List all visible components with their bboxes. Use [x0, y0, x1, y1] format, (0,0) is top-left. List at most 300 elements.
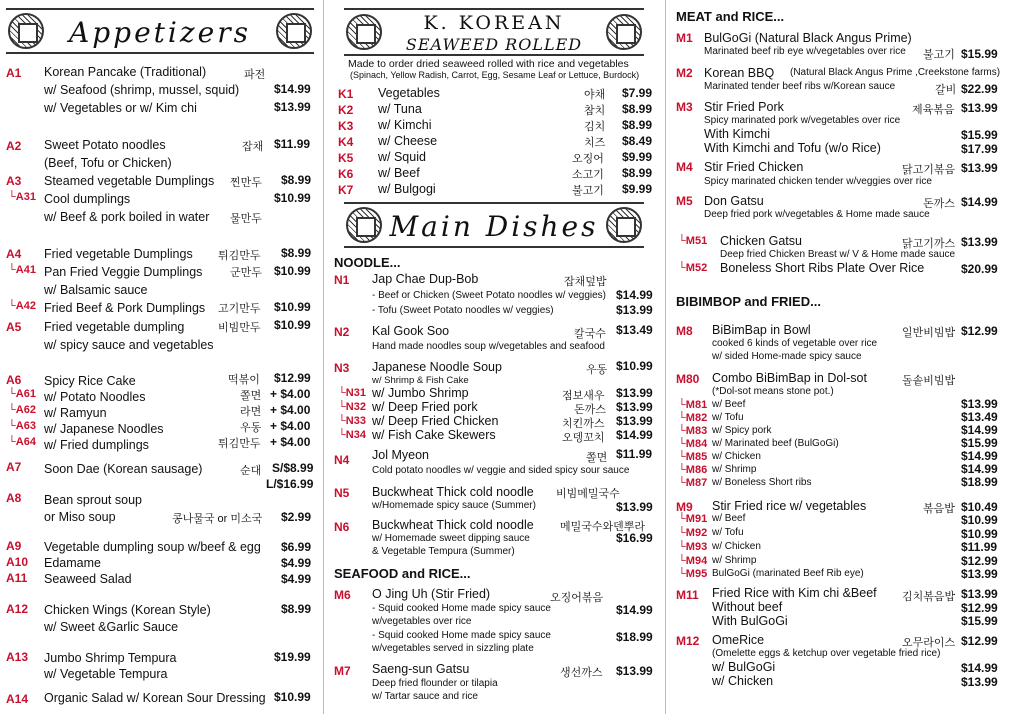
menu-line: $10.99	[961, 527, 998, 541]
menu-line: Without beef	[712, 600, 783, 614]
menu-line: Edamame	[44, 556, 101, 570]
menu-line: w/ Japanese Noodles	[44, 422, 164, 436]
menu-line: w/ Marinated beef (BulGoGi)	[712, 438, 839, 449]
menu-line: 비빔만두	[218, 322, 261, 334]
menu-line: $14.99	[961, 661, 998, 675]
menu-line: $10.99	[961, 513, 998, 527]
menu-line: └M87	[678, 477, 708, 489]
menu-line: $18.99	[961, 475, 998, 489]
menu-line: O Jing Uh (Stir Fried)	[372, 587, 491, 601]
menu-line: 쫄면	[586, 452, 608, 464]
menu-line: S/$8.99	[272, 461, 314, 475]
menu-line: or Miso soup	[44, 510, 116, 524]
menu-line: w/ Cheese	[378, 134, 438, 148]
menu-line: └M81	[678, 399, 708, 411]
menu-line: $10.99	[616, 359, 653, 373]
menu-line: Buckwheat Thick cold noodle	[372, 485, 534, 499]
menu-line: Bean sprout soup	[44, 493, 142, 507]
menu-line: Jumbo Shrimp Tempura	[44, 651, 177, 665]
menu-line: w/ Beef & pork boiled in water	[44, 210, 210, 224]
menu-line: 쫄면	[240, 390, 262, 402]
menu-line: 잡채덮밥	[564, 276, 607, 288]
menu-line: Sweet Potato noodles	[44, 138, 166, 152]
meat-and-rice-column	[665, 0, 1009, 714]
menu-line: Organic Salad w/ Korean Sour Dressing	[44, 691, 266, 705]
menu-line: M9	[676, 500, 693, 514]
menu-line: $10.49	[961, 500, 998, 514]
menu-line: $8.49	[622, 134, 653, 148]
menu-line: $8.99	[281, 602, 312, 616]
menu-line: K5	[338, 151, 354, 165]
menu-line: Combo BiBimBap in Dol-sot	[712, 371, 867, 385]
menu-line: └N32	[338, 401, 366, 413]
menu-line: └M92	[678, 527, 708, 539]
menu-line: └M84	[678, 438, 708, 450]
menu-line: $14.99	[961, 423, 998, 437]
menu-line: 콩나물국 or 미소국	[172, 513, 263, 525]
menu-line: 오뎅꼬치	[562, 432, 605, 444]
menu-line: M12	[676, 634, 700, 648]
menu-line: w/ Tofu	[712, 527, 744, 538]
menu-line: └A31	[8, 191, 36, 203]
menu-line: Boneless Short Ribs Plate Over Rice	[720, 261, 925, 275]
menu-line: A2	[6, 139, 22, 153]
menu-line: 오무라이스	[902, 637, 956, 649]
menu-line: 야채	[584, 89, 606, 101]
menu-line: w/ Jumbo Shrimp	[372, 386, 469, 400]
menu-line: $13.99	[616, 500, 653, 514]
menu-line: 메밀국수와덴뿌라	[560, 521, 646, 533]
menu-line: Vegetable dumpling soup w/beef & egg	[44, 540, 261, 554]
menu-line: w/ Vegetables or w/ Kim chi	[44, 101, 197, 115]
menu-line: 점보새우	[562, 390, 605, 402]
menu-line: M11	[676, 588, 699, 602]
menu-line: MEAT and RICE...	[676, 9, 785, 24]
menu-line: Steamed vegetable Dumplings	[44, 174, 215, 188]
menu-line: Vegetables	[378, 86, 440, 100]
menu-line: 라면	[240, 406, 262, 418]
menu-line: A14	[6, 692, 29, 706]
menu-line: K3	[338, 119, 354, 133]
menu-line: $7.99	[622, 86, 653, 100]
menu-line: $10.99	[274, 318, 311, 332]
menu-line: - Beef or Chicken (Sweet Potato noodles w/ veggies)	[372, 290, 607, 301]
main-dishes-banner	[344, 202, 644, 248]
menu-line: Stir Fried rice w/ vegetables	[712, 499, 867, 513]
menu-line: $13.99	[961, 587, 998, 601]
menu-line: BiBimBap in Bowl	[712, 323, 811, 337]
menu-line: 물만두	[230, 213, 262, 225]
menu-line: A9	[6, 539, 22, 553]
menu-line: 제육볶음	[912, 104, 955, 116]
menu-line: Cool dumplings	[44, 192, 131, 206]
menu-line: A4	[6, 247, 22, 261]
menu-line: 찐만두	[230, 177, 262, 189]
menu-line: └M51	[678, 235, 708, 247]
menu-line: $8.99	[622, 102, 653, 116]
menu-line: L/$16.99	[266, 477, 314, 491]
menu-line: w/ Beef	[378, 166, 420, 180]
menu-line: 오징어볶음	[550, 592, 604, 604]
menu-line: w/ Kimchi	[378, 118, 432, 132]
menu-line: w/ Chicken	[712, 451, 761, 462]
menu-line: $18.99	[616, 630, 653, 644]
menu-line: 잡채	[242, 141, 264, 153]
menu-line: └A62	[8, 404, 36, 416]
menu-line: Don Gatsu	[704, 194, 764, 208]
menu-line: M80	[676, 372, 700, 386]
appetizers-title: Appetizers	[69, 16, 251, 49]
menu-line: └M82	[678, 412, 708, 424]
menu-line: Deep fried flounder or tilapia	[372, 678, 498, 689]
menu-line: $12.99	[961, 324, 998, 338]
menu-line: w/ BulGoGi	[712, 660, 776, 674]
menu-line: Stir Fried Pork	[704, 100, 784, 114]
menu-line: & Vegetable Tempura (Summer)	[372, 546, 515, 557]
appetizers-column	[0, 0, 323, 714]
menu-line: $13.99	[961, 567, 998, 581]
menu-line: Fried vegetable dumpling	[44, 320, 185, 334]
menu-line: - Tofu (Sweet Potato noodles w/ veggies)	[372, 305, 554, 316]
menu-line: $15.99	[961, 614, 998, 628]
menu-line: Fried vegetable Dumplings	[44, 247, 193, 261]
menu-line: $17.99	[961, 142, 998, 156]
menu-line: K7	[338, 183, 354, 197]
menu-line: M6	[334, 588, 351, 602]
ornament-icon	[606, 207, 642, 243]
menu-line: With Kimchi and Tofu (w/o Rice)	[704, 141, 881, 155]
menu-line: w/ Beef	[712, 399, 746, 410]
menu-line: $13.99	[616, 414, 653, 428]
menu-line: Spicy Rice Cake	[44, 374, 136, 388]
menu-line: A8	[6, 491, 22, 505]
menu-line: With BulGoGi	[712, 614, 788, 628]
menu-line: └M95	[678, 568, 708, 580]
menu-line: K2	[338, 103, 354, 117]
main-dishes-title: Main Dishes	[389, 210, 599, 243]
menu-line: $13.99	[961, 675, 998, 689]
menu-line: (*Dol-sot means stone pot.)	[712, 386, 834, 397]
menu-line: $9.99	[622, 182, 653, 196]
menu-line: w/ Vegetable Tempura	[44, 667, 168, 681]
menu-line: └A41	[8, 264, 36, 276]
menu-line: 고기만두	[218, 303, 261, 315]
menu-line: 우동	[586, 364, 608, 376]
menu-line: BIBIMBOP and FRIED...	[676, 294, 821, 309]
menu-line: NOODLE...	[334, 255, 401, 270]
menu-line: Deep fried pork w/vegetables & Home made sauce	[704, 209, 930, 220]
menu-line: 치즈	[584, 137, 606, 149]
menu-line: w/ Ramyun	[44, 406, 107, 420]
menu-line: $8.99	[622, 166, 653, 180]
menu-line: Cold potato noodles w/ veggie and sided spicy sour sauce	[372, 465, 630, 476]
menu-line: N5	[334, 486, 350, 500]
menu-line: w/ Balsamic sauce	[44, 283, 148, 297]
menu-line: With Kimchi	[704, 127, 770, 141]
menu-line: Stir Fried Chicken	[704, 160, 804, 174]
menu-line: $8.99	[622, 118, 653, 132]
seaweed-description: Made to order dried seaweed rolled with rice and vegetables	[348, 58, 629, 70]
seaweed-ingredients: (Spinach, Yellow Radish, Carrot, Egg, Sesame Leaf or Lettuce, Burdock)	[350, 70, 640, 80]
menu-line: w/ Shrimp	[712, 555, 757, 566]
menu-line: $4.99	[281, 556, 312, 570]
menu-line: └N34	[338, 429, 366, 441]
menu-line: $9.99	[622, 150, 653, 164]
menu-line: M2	[676, 66, 693, 80]
menu-line: 닭고기볶음	[902, 164, 956, 176]
menu-line: A11	[6, 571, 28, 585]
menu-line: 김치볶음밥	[902, 591, 956, 603]
menu-line: 비빔메밀국수	[556, 488, 620, 500]
menu-line: w/ sided Home-made spicy sauce	[712, 351, 862, 362]
menu-line: $11.99	[961, 540, 998, 554]
menu-line: Chicken Gatsu	[720, 234, 802, 248]
menu-line: 소고기	[572, 169, 604, 181]
menu-line: 불고기	[923, 49, 955, 61]
menu-line: $15.99	[961, 128, 998, 142]
menu-line: Buckwheat Thick cold noodle	[372, 518, 534, 532]
menu-line: N2	[334, 325, 350, 339]
menu-line: A6	[6, 373, 22, 387]
menu-line: └M93	[678, 541, 708, 553]
seaweed-title-line2: SEAWEED ROLLED	[405, 35, 583, 54]
menu-line: 오징어	[572, 153, 604, 165]
menu-line: $10.99	[274, 264, 311, 278]
menu-line: 튀김만두	[218, 250, 261, 262]
menu-line: $13.49	[961, 410, 998, 424]
menu-line: w/ Boneless Short ribs	[712, 477, 812, 488]
menu-line: w/ Shrimp	[712, 464, 757, 475]
menu-line: BulGoGi (Natural Black Angus Prime)	[704, 31, 912, 45]
menu-line: $14.99	[961, 449, 998, 463]
menu-line: $12.99	[961, 554, 998, 568]
menu-line: w/ Shrimp & Fish Cake	[372, 375, 469, 386]
menu-line: $14.99	[616, 428, 653, 442]
menu-line: Deep fried Chicken Breast w/ V & Home made sauce	[720, 249, 956, 260]
menu-line: $13.99	[961, 235, 998, 249]
menu-line: Hand made noodles soup w/vegetables and seafood	[372, 341, 605, 352]
menu-line: $2.99	[281, 510, 312, 524]
menu-line: $19.99	[274, 650, 311, 664]
menu-line: $8.99	[281, 246, 312, 260]
menu-line: 갈비	[935, 84, 957, 96]
menu-line: $10.99	[274, 300, 311, 314]
menu-line: w/ Chicken	[712, 541, 761, 552]
menu-line: $11.99	[616, 447, 653, 461]
menu-line: M8	[676, 324, 693, 338]
seaweed-and-main-column	[323, 0, 665, 714]
menu-line: A12	[6, 602, 29, 616]
menu-line: $13.99	[961, 397, 998, 411]
menu-line: $16.99	[616, 531, 653, 545]
menu-line: $14.99	[616, 288, 653, 302]
menu-line: └M52	[678, 262, 708, 274]
menu-line: N4	[334, 453, 350, 467]
menu-line: Marinated beef rib eye w/vegetables over rice	[704, 46, 906, 57]
menu-line: N3	[334, 361, 350, 375]
menu-line: w/vegetables served in sizzling plate	[372, 643, 534, 654]
menu-line: w/ Chicken	[712, 674, 774, 688]
menu-line: w/ Spicy pork	[712, 425, 772, 436]
menu-line: 떡볶이	[228, 374, 260, 386]
menu-line: $13.99	[616, 400, 653, 414]
menu-line: 돈까스	[574, 404, 606, 416]
menu-line: w/vegetables over rice	[372, 616, 472, 627]
menu-line: w/ Fried dumplings	[44, 438, 149, 452]
menu-line: └M94	[678, 555, 708, 567]
menu-line: w/ Sweet &Garlic Sauce	[44, 620, 179, 634]
menu-line: w/ Tuna	[378, 102, 422, 116]
menu-line: 군만두	[230, 267, 262, 279]
menu-line: + $4.00	[270, 387, 311, 401]
seaweed-banner	[344, 8, 644, 56]
menu-line: $12.99	[274, 371, 311, 385]
menu-line: $13.49	[616, 323, 653, 337]
menu-line: └N33	[338, 415, 366, 427]
menu-line: Korean Pancake (Traditional)	[44, 65, 207, 79]
menu-line: 돌솥비빔밥	[902, 375, 956, 387]
menu-line: w/ Deep Fried pork	[372, 400, 478, 414]
menu-line: $14.99	[961, 195, 998, 209]
menu-line: w/ Potato Noodles	[44, 390, 146, 404]
menu-line: SEAFOOD and RICE...	[334, 566, 471, 581]
ornament-icon	[606, 14, 642, 50]
ornament-icon	[276, 13, 312, 49]
menu-line: + $4.00	[270, 435, 311, 449]
menu-line: (Omelette eggs & ketchup over vegetable fried rice)	[712, 648, 941, 659]
menu-line: cooked 6 kinds of vegetable over rice	[712, 338, 878, 349]
menu-line: $12.99	[961, 634, 998, 648]
menu-line: (Natural Black Angus Prime ,Creekstone farms)	[790, 67, 1001, 78]
menu-line: $13.99	[961, 101, 998, 115]
menu-line: 생선까스	[560, 667, 603, 679]
menu-line: w/Homemade spicy sauce (Summer)	[372, 500, 536, 511]
menu-line: $13.99	[961, 161, 998, 175]
menu-line: w/ Fish Cake Skewers	[372, 428, 496, 442]
menu-line: (Beef, Tofu or Chicken)	[44, 156, 172, 170]
menu-line: - Squid cooked Home made spicy sauce	[372, 603, 551, 614]
menu-line: M3	[676, 100, 693, 114]
menu-line: $13.99	[616, 303, 653, 317]
menu-line: w/ Deep Fried Chicken	[372, 414, 499, 428]
menu-line: M4	[676, 160, 693, 174]
menu-line: └A63	[8, 420, 36, 432]
menu-line: 우동	[240, 422, 262, 434]
menu-line: $15.99	[961, 436, 998, 450]
menu-line: Marinated tender beef ribs w/Korean sauce	[704, 81, 896, 92]
menu-line: └M86	[678, 464, 708, 476]
appetizers-banner	[6, 8, 314, 54]
menu-line: └A61	[8, 388, 36, 400]
seaweed-title-line1: K. KOREAN	[423, 12, 565, 34]
menu-line: 참치	[584, 105, 606, 117]
menu-line: Fried Beef & Pork Dumplings	[44, 301, 206, 315]
menu-line: A7	[6, 460, 22, 474]
menu-line: M7	[334, 664, 351, 678]
menu-line: $14.99	[616, 603, 653, 617]
menu-line: $8.99	[281, 173, 312, 187]
menu-line: $13.99	[616, 386, 653, 400]
menu-line: w/ Homemade sweet dipping sauce	[372, 533, 530, 544]
menu-line: $13.99	[616, 664, 653, 678]
menu-line: A10	[6, 555, 29, 569]
menu-line: └N31	[338, 387, 366, 399]
menu-line: 치킨까스	[562, 418, 605, 430]
menu-line: $15.99	[961, 47, 998, 61]
menu-line: Spicy marinated pork w/vegetables over rice	[704, 115, 901, 126]
menu-line: 튀김만두	[218, 438, 261, 450]
menu-line: w/ Tartar sauce and rice	[372, 691, 478, 702]
menu-line: + $4.00	[270, 419, 311, 433]
menu-line: Jol Myeon	[372, 448, 429, 462]
menu-line: $13.99	[274, 100, 311, 114]
menu-line: K1	[338, 87, 354, 101]
menu-line: $4.99	[281, 572, 312, 586]
menu-line: 돈까스	[923, 198, 955, 210]
menu-line: + $4.00	[270, 403, 311, 417]
menu-line: w/ Tofu	[712, 412, 744, 423]
menu-line: w/ Bulgogi	[378, 182, 436, 196]
menu-line: N1	[334, 273, 350, 287]
menu-line: $14.99	[274, 82, 311, 96]
menu-line: A3	[6, 174, 22, 188]
menu-line: └A64	[8, 436, 36, 448]
menu-line: $10.99	[274, 191, 311, 205]
menu-line: Seaweed Salad	[44, 572, 132, 586]
menu-line: Spicy marinated chicken tender w/veggies over rice	[704, 176, 932, 187]
menu-line: Fried Rice with Kim chi &Beef	[712, 586, 877, 600]
menu-line: 볶음밥	[923, 503, 955, 515]
menu-line: $14.99	[961, 462, 998, 476]
menu-line: Saeng-sun Gatsu	[372, 662, 470, 676]
menu-line: 일반비빔밥	[902, 327, 956, 339]
menu-line: OmeRice	[712, 633, 765, 647]
menu-line: 김치	[584, 121, 606, 133]
menu-line: N6	[334, 520, 350, 534]
menu-line: 불고기	[572, 185, 604, 197]
menu-line: BulGoGi (marinated Beef Rib eye)	[712, 568, 864, 579]
menu-line: 파전	[244, 69, 266, 81]
menu-line: K4	[338, 135, 354, 149]
menu-line: w/ spicy sauce and vegetables	[44, 338, 214, 352]
menu-line: 순대	[240, 465, 262, 477]
menu-line: w/ Beef	[712, 513, 746, 524]
menu-line: $22.99	[961, 82, 998, 96]
menu-line: A13	[6, 650, 29, 664]
menu-line: └A42	[8, 300, 36, 312]
menu-line: $20.99	[961, 262, 998, 276]
menu-line: K6	[338, 167, 354, 181]
menu-line: Soon Dae (Korean sausage)	[44, 462, 203, 476]
menu-line: w/ Seafood (shrimp, mussel, squid)	[44, 83, 240, 97]
menu-line: Korean BBQ	[704, 66, 775, 80]
menu-line: $6.99	[281, 540, 312, 554]
menu-line: w/ Squid	[378, 150, 426, 164]
menu-line: 칼국수	[574, 328, 606, 340]
menu-line: Pan Fried Veggie Dumplings	[44, 265, 203, 279]
menu-line: $12.99	[961, 601, 998, 615]
menu-line: A1	[6, 66, 22, 80]
menu-line: $11.99	[274, 137, 311, 151]
menu-line: - Squid cooked Home made spicy sauce	[372, 630, 551, 641]
menu-line: Kal Gook Soo	[372, 324, 450, 338]
menu-line: Chicken Wings (Korean Style)	[44, 603, 211, 617]
menu-line: Jap Chae Dup-Bob	[372, 272, 479, 286]
menu-line: └M83	[678, 425, 708, 437]
menu-line: 닭고기까스	[902, 238, 956, 250]
menu-line: A5	[6, 320, 22, 334]
menu-line: $10.99	[274, 690, 311, 704]
